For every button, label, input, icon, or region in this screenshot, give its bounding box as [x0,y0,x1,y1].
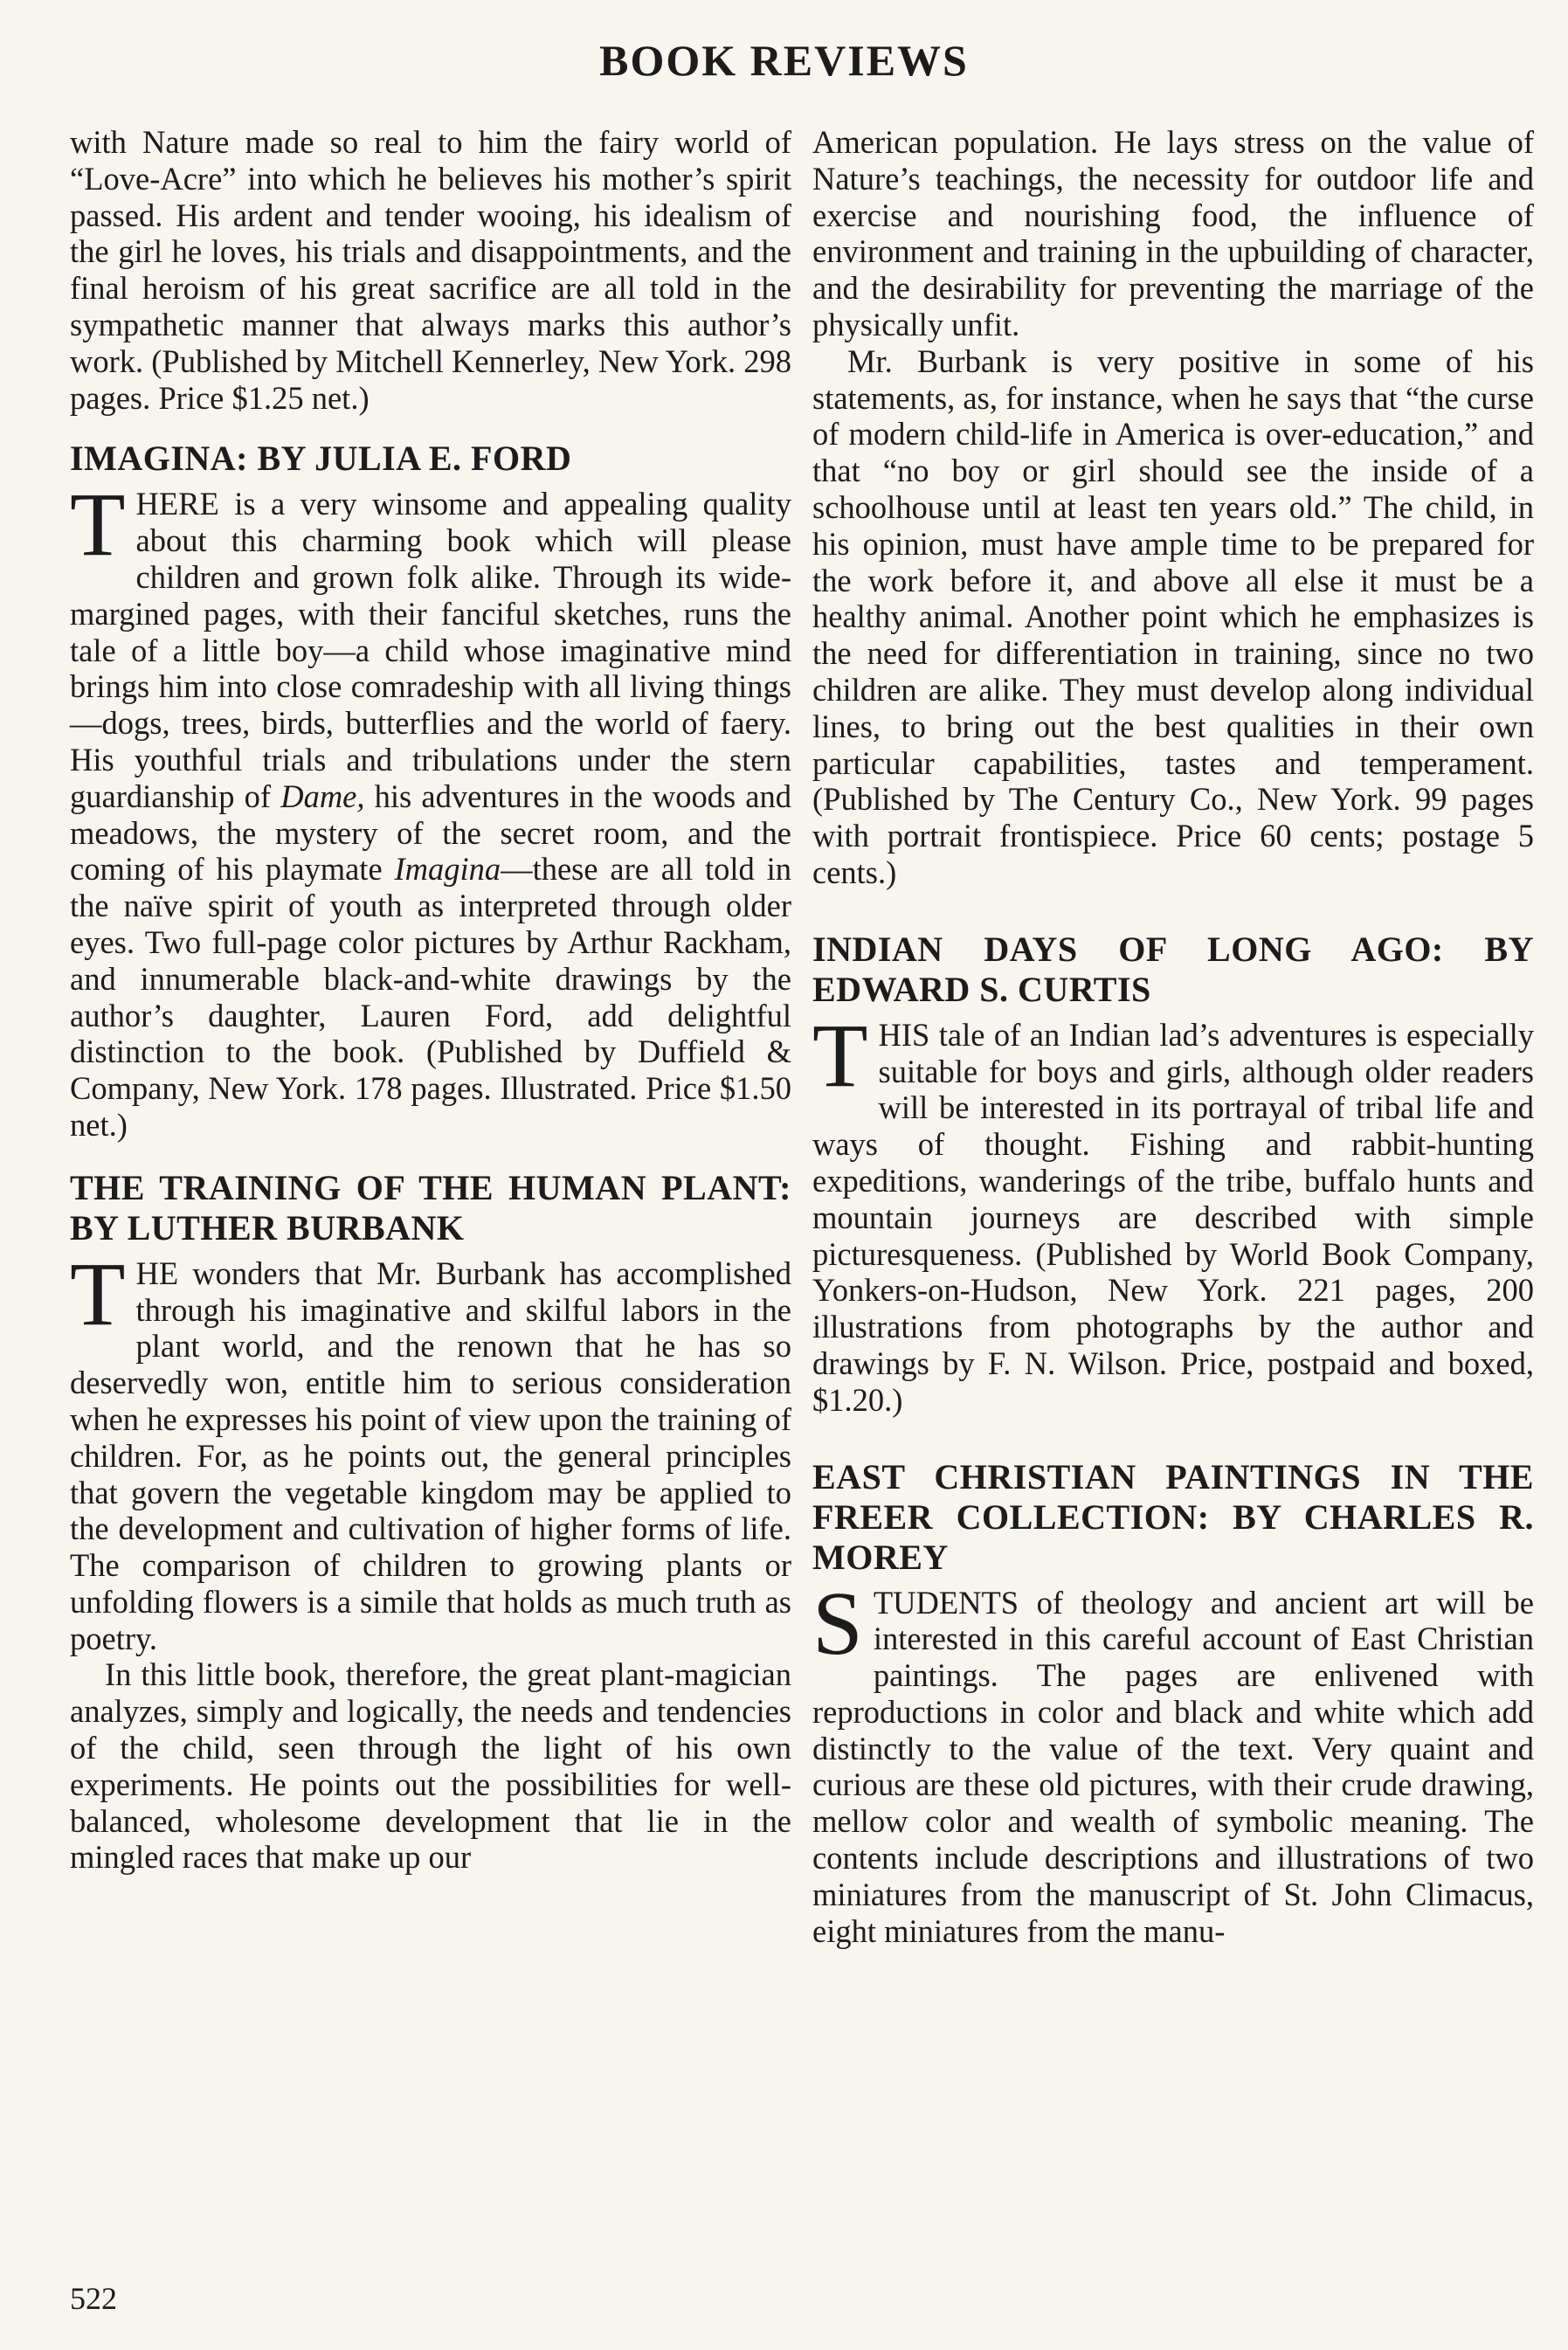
training-continued-paragraph-1: American population. He lays stress on the value of Nature’s teachings, the necessity for outdoor life and exercise and nourishing food, the influence of environment and training in the upbuilding of character, and the desirability for preventing the marriage of the physically unfit. [812,124,1534,342]
training-paragraph-2: In this little book, therefore, the great plant-magician analyzes, simply and logically, the needs and tendencies of the child, seen through the light of his own experiments. He points out the possibilities for well-balanced, wholesome development that lie in the mingled races that make up our [70,1656,791,1876]
training-continued-paragraph-2: Mr. Burbank is very positive in some of his statements, as, for instance, when he says that “the curse of modern child-life in America is over-education,” and that “no boy or girl should see the inside of a schoolhouse until at least ten years old.” The child, in his opinion, must have ample time to be prepared for the work before it, and above all else it must be a healthy animal. Another point which he emphasizes is the need for differentiation in training, since no two children are alike. They must develop along individual lines, to bring out the best qualities in their own particular capabilities, tastes and temperament. (Published by The Century Co., New York. 99 pages with portrait frontispiece. Price 60 cents; postage 5 cents.) [812,342,1534,890]
page-number: 522 [70,2281,117,2316]
training-dropcap: T [70,1243,126,1344]
imagina-heading: IMAGINA: BY JULIA E. FORD [70,439,572,479]
east-christian-heading: EAST CHRISTIAN PAINTINGS IN THE FREER COLLECTION: BY CHARLES R. MOREY [812,1456,1534,1577]
imagina-review [70,474,791,1143]
training-heading: THE TRAINING OF THE HUMAN PLANT: BY LUTHER BURBANK [70,1167,791,1248]
imagina-body-start: HERE is a very winsome and appealing quality about this charming book which will please children and grown folk alike. Through its wide-margined pages, with their fanciful sketches, runs the tale of a little boy—a child whose imaginative mind brings him into close comradeship with all living things—dogs, trees, birds, butterflies and the world of faery. His youthful trials and tribulations under the stern guardianship of [70,486,791,814]
east-christian-review [812,1572,1534,1950]
imagina-name: Imagina [394,851,501,888]
east-christian-dropcap: S [812,1572,863,1674]
imagina-dame: Dame, [280,778,365,814]
indian-days-review [812,1005,1534,1419]
imagina-body-end: —these are all told in the naïve spirit of youth as interpreted through older eyes. Two full-page color pictures by Arthur Rackham, and innumerable black-and-white drawings by the author’s daughter, Lauren Ford, add delightful distinction to the book. (Published by Duffield & Company, New York. 178 pages. Illustrated. Price $1.50 net.) [70,851,791,1143]
right-column [812,124,1534,1949]
east-christian-body: TUDENTS of theology and ancient art will be interested in this careful account of East Christian paintings. The pages are enlivened with reproductions in color and black and white which add distinctly to the value of the text. Very quaint and curious are these old pictures, with their crude drawing, mellow color and wealth of symbolic meaning. The contents include descriptions and illustrations of two miniatures from the manuscript of St. John Climacus, eight miniatures from the manu- [812,1584,1534,1949]
indian-days-body: HIS tale of an Indian lad’s adventures is especially suitable for boys and girls, although older readers will be interested in its portrayal of tribal life and ways of thought. Fishing and rabbit-hunting expeditions, wanderings of the tribe, buffalo hunts and mountain journeys are described with simple picturesqueness. (Published by World Book Company, Yonkers-on-Hudson, New York. 221 pages, 200 illustrations from photographs by the author and drawings by F. N. Wilson. Price, postpaid and boxed, $1.20.) [812,1016,1534,1418]
imagina-dropcap: T [70,474,126,576]
left-column [70,124,791,1876]
indian-days-heading: INDIAN DAYS OF LONG AGO: BY EDWARD S. CURTIS [812,929,1534,1009]
indian-days-dropcap: T [812,1005,868,1106]
training-paragraph-1-text: HE wonders that Mr. Burbank has accomplished through his imaginative and skilful labors in the plant world, and the renown that he has so deservedly won, entitle him to serious consideration when he expresses his point of view upon the training of children. For, as he points out, the general principles that govern the vegetable kingdom may be applied to the development and cultivation of higher forms of life. The comparison of children to growing plants or unfolding flowers is a simile that holds as much truth as poetry. [70,1254,791,1656]
training-paragraph-1 [70,1243,791,1657]
page-header: BOOK REVIEWS [599,36,969,85]
carryover-paragraph: with Nature made so real to him the fairy world of “Love-Acre” into which he believes his mother’s spirit passed. His ardent and tender wooing, his idealism of the girl he loves, his trials and disappointments, and the final heroism of his great sacrifice are all told in the sympathetic manner that always marks this author’s work. (Published by Mitchell Kennerley, New York. 298 pages. Price $1.25 net.) [70,124,791,416]
imagina-body-middle: his adventures in the woods and meadows, the mystery of the secret room, and the coming of his playmate [70,778,791,888]
